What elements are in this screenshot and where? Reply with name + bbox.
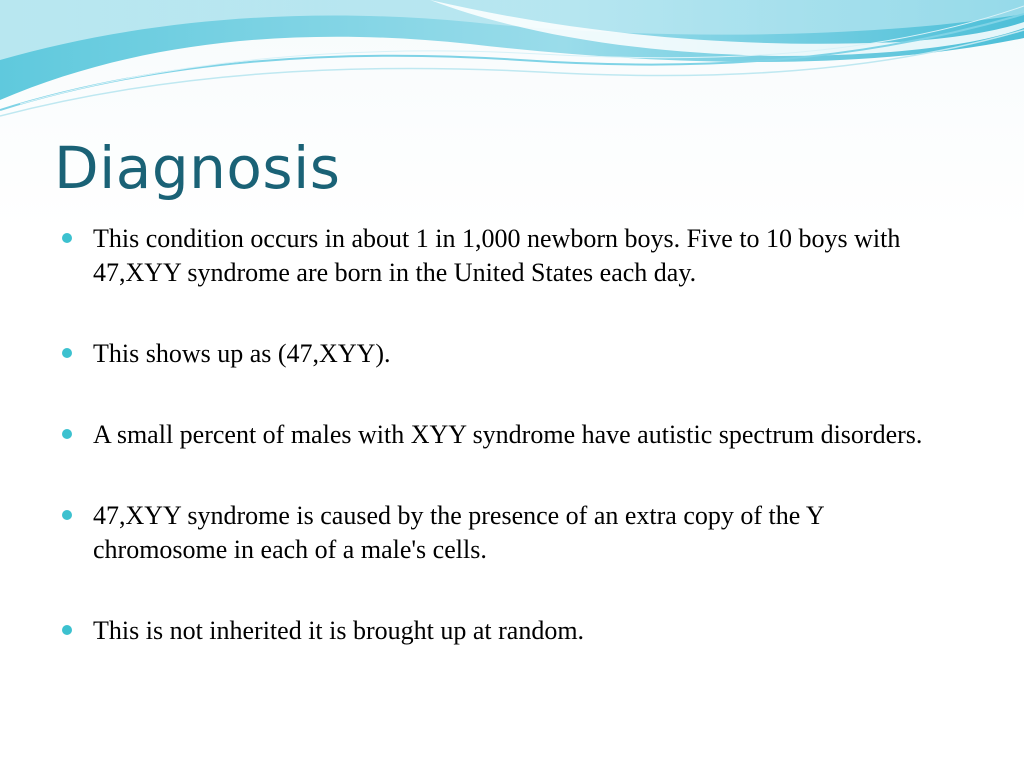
bullet-dot-icon	[62, 429, 72, 439]
bullet-item	[62, 222, 962, 290]
slide-title: Diagnosis	[54, 134, 341, 202]
bullet-item	[62, 337, 962, 371]
bullet-dot-icon	[62, 233, 72, 243]
bullet-item	[62, 499, 962, 567]
bullet-text: This shows up as (47,XYY).	[93, 339, 391, 368]
bullet-text: This is not inherited it is brought up at random.	[93, 616, 585, 645]
bullet-text: This condition occurs in about 1 in 1,000 newborn boys. Five to 10 boys with 47,XYY syndrome are born in the United States each day.	[93, 224, 901, 287]
bullet-dot-icon	[62, 625, 72, 635]
bullet-text: A small percent of males with XYY syndrome have autistic spectrum disorders.	[93, 420, 923, 449]
bullet-text: 47,XYY syndrome is caused by the presence of an extra copy of the Y chromosome in each of a male's cells.	[93, 501, 824, 564]
bullet-item	[62, 418, 962, 452]
decorative-wave-header	[0, 0, 1024, 130]
bullet-dot-icon	[62, 510, 72, 520]
bullet-item	[62, 614, 962, 648]
bullet-list	[62, 222, 962, 695]
bullet-dot-icon	[62, 348, 72, 358]
